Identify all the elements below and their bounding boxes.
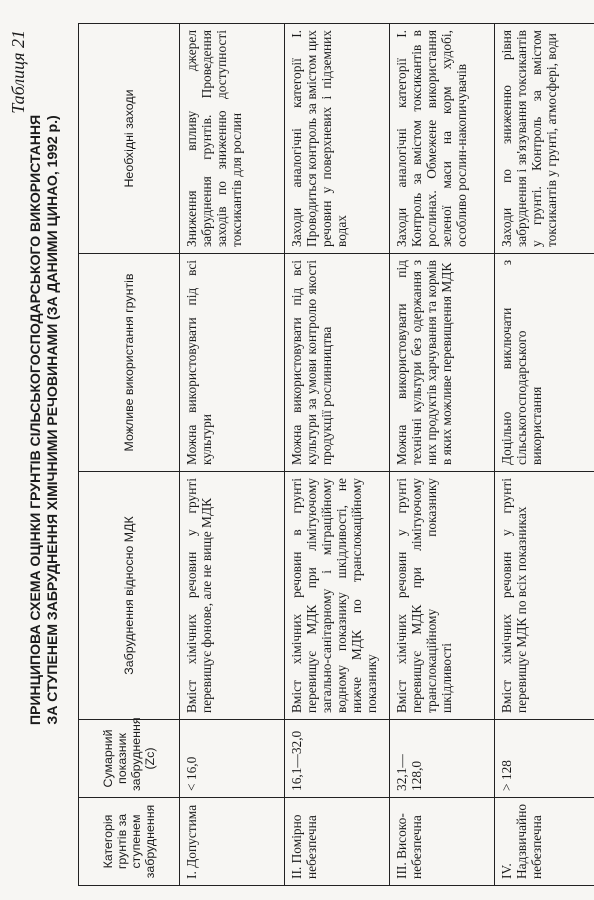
cell-zc: < 16,0 — [180, 720, 285, 798]
cell-pollution: Вміст хімічних речовин у грунті перевищує фонове, але не вище МДК — [180, 472, 285, 720]
table-row — [285, 24, 390, 886]
header-category: Категорія грунтів за ступенем забруднення — [79, 798, 180, 886]
cell-pollution: Вміст хімічних речовин у грунті перевищує МДК при лімітуючому транслокаційному показнику шкідливості — [390, 472, 495, 720]
header-pollution: Забруднення відносно МДК — [79, 472, 180, 720]
cell-zc: 32,1—128,0 — [390, 720, 495, 798]
cell-pollution: Вміст хімічних речовин у грунті перевищує МДК по всіх показниках — [495, 472, 594, 720]
cell-usage: Можна використовувати під всі культури — [180, 254, 285, 472]
cell-category: IV. Надзвичайно небезпечна — [495, 798, 594, 886]
title-line-2: ЗА СТУПЕНЕМ ЗАБРУДНЕННЯ ХІМІЧНИМИ РЕЧОВИНАМИ (ЗА ДАНИМИ ЦИНАО, 1992 р.) — [45, 115, 61, 725]
table-row — [180, 24, 285, 886]
cell-category: І. Допустима — [180, 798, 285, 886]
cell-category: ІІІ. Високо-небезпечна — [390, 798, 495, 886]
cell-measures: Заходи по зниженню рівня забруднення і зв'язування токсикантів у грунті. Контроль за вмістом токсикантів у грунті, атмосфері, води — [495, 24, 594, 254]
header-usage: Можливе використання грунтів — [79, 254, 180, 472]
header-zc: Сумарний показник забруднення (Zc) — [79, 720, 180, 798]
table-row — [390, 24, 495, 886]
cell-usage: Можна використовувати під технічні культури без одержання з них продуктів харчування та кормів в яких можливе перевищення МДК — [390, 254, 495, 472]
title-line-1: ПРИНЦИПОВА СХЕМА ОЦІНКИ ГРУНТІВ СІЛЬСЬКОГОСПОДАРСЬКОГО ВИКОРИСТАННЯ — [28, 114, 44, 726]
cell-measures: Зниження впливу джерел забруднення грунтів. Проведення заходів по зниженню доступності токсикантів для рослин — [180, 24, 285, 254]
cell-usage: Можна використовувати під всі культури за умови контролю якості продукції рослинництва — [285, 254, 390, 472]
cell-category: ІІ. Помірно небезпечна — [285, 798, 390, 886]
cell-zc: 16,1—32,0 — [285, 720, 390, 798]
cell-measures: Заходи аналогічні категорії І. Проводиться контроль за вмістом цих речовин у поверхневих і підземних водах — [285, 24, 390, 254]
cell-zc: > 128 — [495, 720, 594, 798]
assessment-table — [78, 23, 594, 886]
header-measures: Необхідні заходи — [79, 24, 180, 254]
cell-pollution: Вміст хімічних речовин в грунті перевищує МДК при лімітуючому загально-санітарному і міграційному водному показнику шкідливості, не нижче МДК по транслокаційному показнику — [285, 472, 390, 720]
cell-measures: Заходи аналогічні категорії І. Контроль за вмістом токсикантів в рослинах. Обмежене використання зеленої маси на корм худобі, особливо рослин-накопичувачів — [390, 24, 495, 254]
cell-usage: Доцільно виключати з сільськогосподарського використання — [495, 254, 594, 472]
table-title — [28, 30, 62, 810]
table-row — [495, 24, 594, 886]
table-number: Таблиця 21 — [8, 30, 28, 114]
header-row — [79, 24, 180, 886]
